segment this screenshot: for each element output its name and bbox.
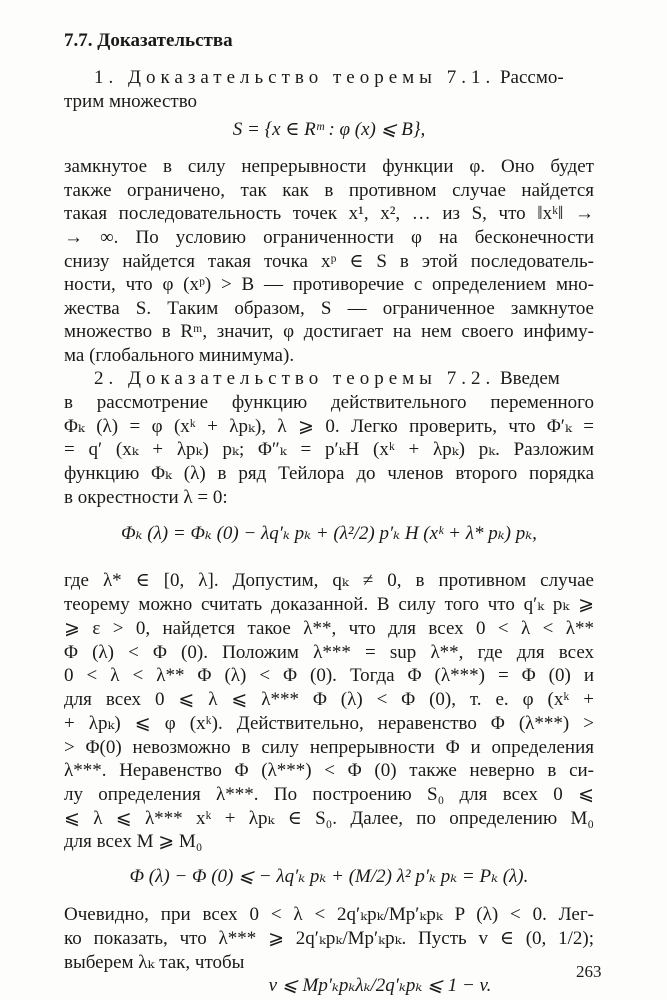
text-line: ко показать, что λ*** ⩾ 2q′ₖpₖ/Mp′ₖpₖ. Пусть v ∈ (0, 1/2);: [64, 928, 594, 949]
text-line: Φ (λ) < Φ (0). Положим λ*** = sup λ**, где для всех: [64, 642, 594, 663]
text-line: Очевидно, при всех 0 < λ < 2q′ₖpₖ/Mp′ₖpₖ P (λ) < 0. Лег-: [64, 904, 594, 925]
text-line: выберем λₖ так, чтобы: [64, 952, 245, 973]
proof-2-title: 2. Доказательство теоремы 7.2.: [94, 368, 496, 389]
text-line: множество в Rᵐ, значит, φ достигает на нем своего инфиму-: [64, 321, 594, 342]
section-heading: 7.7. Доказательства: [64, 30, 233, 51]
page-number: 263: [576, 962, 602, 981]
text-line: функцию Φₖ (λ) в ряд Тейлора до членов второго порядка: [64, 463, 594, 484]
proof-2-lead: 2. Доказательство теоремы 7.2. Введем: [94, 368, 560, 389]
text-line: трим множество: [64, 91, 198, 112]
text-line: снизу найдется такая точка xᵖ ∈ S в этой последователь-: [64, 251, 594, 272]
text-line: такая последовательность точек x¹, x², … из S, что ‖xᵏ‖ →: [64, 203, 594, 224]
text-line: где λ* ∈ [0, λ]. Допустим, qₖ ≠ 0, в противном случае: [64, 570, 594, 591]
text-line: ⩽ λ ⩽ λ*** xᵏ + λpₖ ∈ S₀. Далее, по определению M₀: [64, 808, 594, 829]
text-line: жества S. Таким образом, S — ограниченное замкнутое: [64, 298, 594, 319]
text-line: для всех M ⩾ M₀: [64, 831, 203, 852]
text-line: 0 < λ < λ** Φ (λ) < Φ (0). Тогда Φ (λ***) = Φ (0) и: [64, 665, 594, 686]
text-line: ⩾ ε > 0, найдется такое λ**, что для всех 0 < λ < λ**: [64, 618, 594, 639]
text-line: > Φ(0) невозможно в силу непрерывности Φ и определения: [64, 737, 594, 758]
text-line: лу определения λ***. По построению S₀ для всех 0 ⩽: [64, 784, 594, 805]
text-line: теорему можно считать доказанной. В силу того что q′ₖ pₖ ⩾: [64, 594, 594, 615]
text-line: в рассмотрение функцию действительного переменного: [64, 392, 594, 413]
text-line: ма (глобального минимума).: [64, 345, 295, 366]
formula-choice: v ⩽ Mp′ₖpₖλₖ/2q′ₖpₖ ⩽ 1 − v.: [268, 975, 492, 996]
text-line: = q′ (xₖ + λpₖ) pₖ; Φ″ₖ = p′ₖH (xᵏ + λpₖ) pₖ. Разложим: [64, 439, 594, 460]
text-line: в окрестности λ = 0:: [64, 487, 228, 508]
text-line: ности, что φ (xᵖ) > B — противоречие с определением мно-: [64, 274, 594, 295]
text-line: замкнутое в силу непрерывности функции φ. Оно будет: [64, 156, 594, 177]
text-line: для всех 0 ⩽ λ ⩽ λ*** Φ (λ) < Φ (0), т. е. φ (xᵏ +: [64, 689, 594, 710]
proof-1-lead: 1. Доказательство теоремы 7.1. Рассмо-: [94, 67, 564, 88]
formula-taylor: Φₖ (λ) = Φₖ (0) − λq′ₖ pₖ + (λ²/2) p′ₖ H (xᵏ + λ* pₖ) pₖ,: [121, 523, 537, 544]
text-line: λ***. Неравенство Φ (λ***) < Φ (0) также неверно в си-: [64, 760, 594, 781]
text-line: + λpₖ) ⩽ φ (xᵏ). Действительно, неравенство Φ (λ***) >: [64, 713, 594, 734]
text-line: Φₖ (λ) = φ (xᵏ + λpₖ), λ ⩾ 0. Легко проверить, что Φ′ₖ =: [64, 416, 594, 437]
formula-bound: Φ (λ) − Φ (0) ⩽ − λq′ₖ pₖ + (M/2) λ² p′ₖ pₖ = Pₖ (λ).: [129, 866, 529, 887]
proof-1-title: 1. Доказательство теоремы 7.1.: [94, 67, 496, 88]
text-line: → ∞. По условию ограниченности φ на бесконечности: [64, 227, 594, 248]
text-line: также ограничено, так как в противном случае найдется: [64, 180, 594, 201]
formula-set-s: S = {x ∈ Rᵐ : φ (x) ⩽ B},: [232, 119, 426, 140]
